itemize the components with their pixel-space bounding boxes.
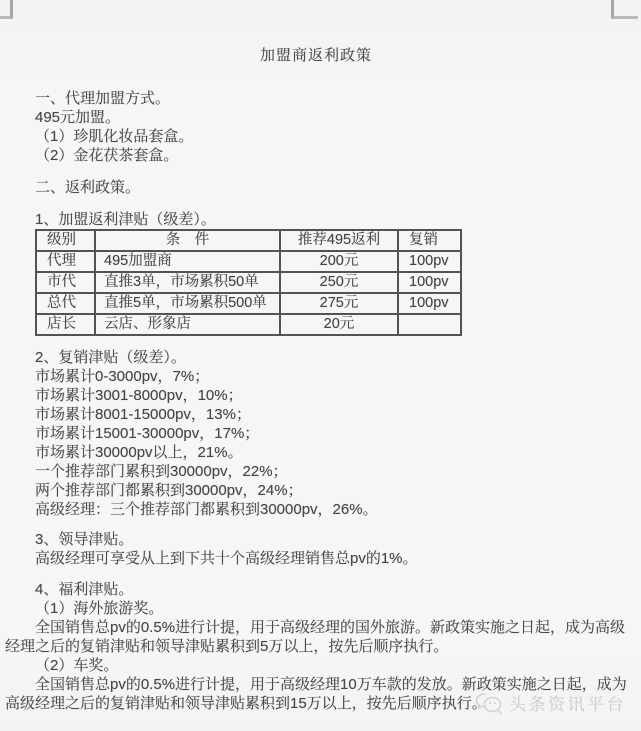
column-header-condition: 条 件 xyxy=(95,230,280,251)
subsection4-heading: 4、福利津贴。 xyxy=(35,581,134,598)
resale-tier-line: 市场累计15001-30000pv，17%； xyxy=(35,425,260,442)
welfare-item-label: （2）车奖。 xyxy=(35,657,119,674)
column-header-level: 级别 xyxy=(36,230,95,251)
column-header-rebate: 推荐495返利 xyxy=(280,230,398,251)
cell-rebate: 250元 xyxy=(280,272,398,293)
resale-tier-line: 一个推荐部门累积到30000pv，22%； xyxy=(35,463,288,480)
cell-condition: 495加盟商 xyxy=(95,251,280,272)
cell-resale xyxy=(398,314,461,335)
cell-rebate: 200元 xyxy=(280,251,398,272)
section1-line: （2）金花茯茶套盒。 xyxy=(35,147,179,164)
table-row xyxy=(36,293,461,314)
section1-line: 495元加盟。 xyxy=(35,109,121,126)
subsection2-heading: 2、复销津贴（级差）。 xyxy=(35,349,186,366)
table-row xyxy=(36,314,461,335)
resale-tier-line: 市场累计0-3000pv，7%； xyxy=(35,368,210,385)
cell-rebate: 275元 xyxy=(280,293,398,314)
resale-tier-line: 市场累计8001-15000pv，13%； xyxy=(35,406,251,423)
section1-heading: 一、代理加盟方式。 xyxy=(35,90,171,107)
resale-tier-line: 高级经理：三个推荐部门都累积到30000pv，26%。 xyxy=(35,501,378,518)
welfare-item-body: 全国销售总pv的0.5%进行计提，用于高级经理10万车款的发放。新政策实施之日起，成为高级经理之后的复销津贴和领导津贴累积到15万以上，按先后顺序执行。 xyxy=(5,676,627,712)
resale-tier-line: 两个推荐部门都累积到30000pv，24%； xyxy=(35,482,303,499)
resale-tier-line: 市场累计30000pv以上，21%。 xyxy=(35,444,243,461)
table-row xyxy=(36,272,461,293)
cell-level: 总代 xyxy=(36,293,95,314)
resale-tier-line: 市场累计3001-8000pv，10%； xyxy=(35,387,243,404)
table-row xyxy=(36,251,461,272)
section2-heading: 二、返利政策。 xyxy=(35,179,141,196)
welfare-item-label: （1）海外旅游奖。 xyxy=(35,600,164,617)
subsection3-heading: 3、领导津贴。 xyxy=(35,531,134,548)
table-header-row xyxy=(36,230,461,251)
watermark xyxy=(474,690,626,715)
cell-level: 代理 xyxy=(36,251,95,272)
section1-line: （1）珍肌化妆品套盒。 xyxy=(35,128,194,145)
watermark-label: 头条资讯平台 xyxy=(509,695,626,714)
subsection1-heading: 1、加盟返利津贴（级差）。 xyxy=(35,211,216,228)
cell-condition: 直推5单，市场累积500单 xyxy=(95,293,280,314)
cell-resale: 100pv xyxy=(398,251,461,272)
cell-level: 店长 xyxy=(36,314,95,335)
column-header-resale: 复销 xyxy=(398,230,461,251)
cell-rebate: 20元 xyxy=(280,314,398,335)
cell-resale: 100pv xyxy=(398,272,461,293)
cell-level: 市代 xyxy=(36,272,95,293)
cell-condition: 直推3单，市场累积50单 xyxy=(95,272,280,293)
chat-bubbles-logo-icon xyxy=(474,691,504,715)
rebate-policy-table xyxy=(35,229,462,336)
page-title: 加盟商返利政策 xyxy=(259,47,372,64)
leadership-allowance-line: 高级经理可享受从上到下共十个高级经理销售总pv的1%。 xyxy=(35,550,418,567)
welfare-item-body: 全国销售总pv的0.5%进行计提，用于高级经理的国外旅游。新政策实施之日起，成为高级经理之后的复销津贴和领导津贴累积到5万以上，按先后顺序执行。 xyxy=(5,619,626,655)
cell-condition: 云店、形象店 xyxy=(95,314,280,335)
cell-resale: 100pv xyxy=(398,293,461,314)
